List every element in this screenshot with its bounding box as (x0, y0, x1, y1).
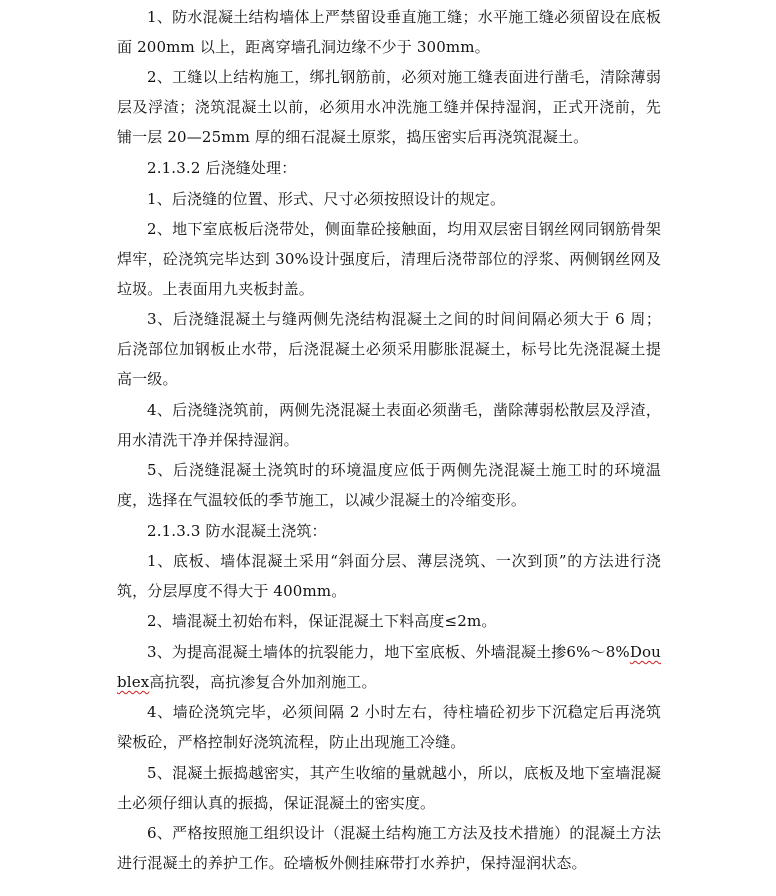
paragraph-4: 2、地下室底板后浇带处，侧面靠砼接触面，均用双层密目钢丝网同钢筋骨架焊牢，砼浇筑完毕达到 30%设计强度后，清理后浇带部位的浮浆、两侧钢丝网及垃圾。上表面用九夹板封盖。 (117, 220, 661, 299)
paragraph-2: 2、工缝以上结构施工，绑扎钢筋前，必须对施工缝表面进行凿毛，清除薄弱层及浮渣；浇筑混凝土以前，必须用水冲洗施工缝并保持湿润，正式开浇前，先铺一层 20—25mm 厚的细石混凝土原浆，捣压密实后再浇筑混凝土。 (117, 68, 661, 147)
paragraph-1: 1、防水混凝土结构墙体上严禁留设垂直施工缝；水平施工缝必须留设在底板面 200mm 以上，距离穿墙孔洞边缘不少于 300mm。 (117, 8, 661, 57)
paragraph-11: 4、墙砼浇筑完毕，必须间隔 2 小时左右，待柱墙砼初步下沉稳定后再浇筑梁板砼，严格控制好浇筑流程，防止出现施工冷缝。 (117, 703, 661, 752)
paragraph-13: 6、严格按照施工组织设计（混凝土结构施工方法及技术措施）的混凝土方法进行混凝土的养护工作。砼墙板外侧挂麻带打水养护，保持湿润状态。 (117, 824, 661, 873)
paragraph-6: 4、后浇缝浇筑前，两侧先浇混凝土表面必须凿毛，凿除薄弱松散层及浮渣，用水清洗干净并保持湿润。 (117, 401, 661, 450)
paragraph-8: 1、底板、墙体混凝土采用“斜面分层、薄层浇筑、一次到顶”的方法进行浇筑，分层厚度不得大于 400mm。 (117, 552, 661, 601)
paragraph-9: 2、墙混凝土初始布料，保证混凝土下料高度≤2m。 (147, 612, 497, 630)
paragraph-5: 3、后浇缝混凝土与缝两侧先浇结构混凝土之间的时间间隔必须大于 6 周；后浇部位加钢板止水带，后浇混凝土必须采用膨胀混凝土，标号比先浇混凝土提高一级。 (117, 310, 661, 389)
spellcheck-marked-word[interactable]: Doublex (117, 643, 661, 692)
paragraph-10-text-before: 3、为提高混凝土墙体的抗裂能力，地下室底板、外墙混凝土掺6%～8% (147, 643, 630, 661)
paragraph-10-text-after: 高抗裂，高抗渗复合外加剂施工。 (149, 673, 377, 692)
paragraph-7: 5、后浇缝混凝土浇筑时的环境温度应低于两侧先浇混凝土施工时的环境温度，选择在气温较低的季节施工，以减少混凝土的冷缩变形。 (117, 461, 661, 510)
section-heading-2-1-3-2: 2.1.3.2 后浇缝处理： (147, 159, 297, 177)
paragraph-10 (117, 637, 661, 697)
section-heading-2-1-3-3: 2.1.3.3 防水混凝土浇筑： (147, 522, 327, 540)
paragraph-3: 1、后浇缝的位置、形式、尺寸必须按照设计的规定。 (147, 190, 506, 208)
paragraph-12: 5、混凝土振捣越密实，其产生收缩的量就越小，所以，底板及地下室墙混凝土必须仔细认真的振捣，保证混凝土的密实度。 (117, 764, 661, 813)
